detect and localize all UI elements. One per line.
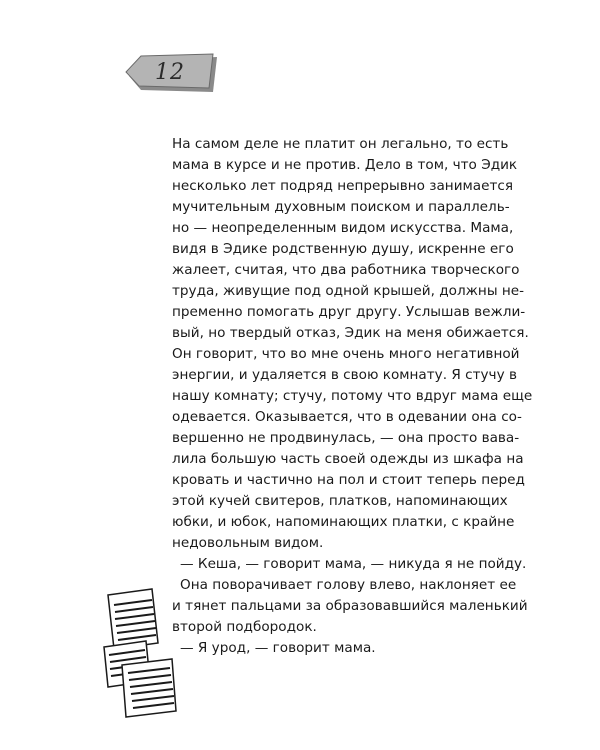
text-line: юбки, и юбок, напоминающих платки, с крайне [172,514,515,530]
paragraph [172,554,527,575]
body-text [172,134,533,659]
page-number-tab [125,52,217,94]
paragraph [172,575,528,638]
text-line: энергии, и удаляется в свою комнату. Я стучу в [172,367,517,383]
text-line: нашу комнату; стучу, потому что вдруг мама еще [172,388,533,404]
text-line: видя в Эдике родственную душу, искренне его [172,241,514,257]
text-line: но — неопределенным видом искусства. Мама, [172,220,514,236]
page-number: 12 [155,60,185,85]
text-line: На самом деле не платит он легально, то есть [172,136,509,152]
text-line: мучительным духовным поиском и параллель- [172,199,510,215]
text-line: кровать и частично на пол и стоит теперь перед [172,472,525,488]
paragraph [172,638,486,659]
text-line: вершенно не продвинулась, — она просто вава- [172,430,520,446]
text-line: — Кеша, — говорит мама, — никуда я не пойду. [180,556,527,572]
text-line: Она поворачивает голову влево, наклоняет ее [180,577,517,593]
text-line: Он говорит, что во мне очень много негативной [172,346,520,362]
text-line: недовольным видом. [172,535,324,551]
text-line: — Я урод, — говорит мама. [180,640,376,656]
papers-doodle-icon [100,585,180,720]
text-line: этой кучей свитеров, платков, напоминающих [172,493,508,509]
text-line: пременно помогать друг другу. Услышав вежли- [172,304,526,320]
text-line: жалеет, считая, что два работника творческого [172,262,520,278]
text-line: лила большую часть своей одежды из шкафа на [172,451,524,467]
paragraph [172,134,533,554]
text-line: несколько лет подряд непрерывно занимается [172,178,514,194]
text-line: второй подбородок. [172,619,317,635]
text-line: вый, но твердый отказ, Эдик на меня обижается. [172,325,529,341]
text-line: мама в курсе и не против. Дело в том, что Эдик [172,157,518,173]
text-line: труда, живущие под одной крышей, должны не- [172,283,525,299]
text-line: одевается. Оказывается, что в одевании она со- [172,409,522,425]
text-line: и тянет пальцами за образовавшийся маленький [172,598,528,614]
